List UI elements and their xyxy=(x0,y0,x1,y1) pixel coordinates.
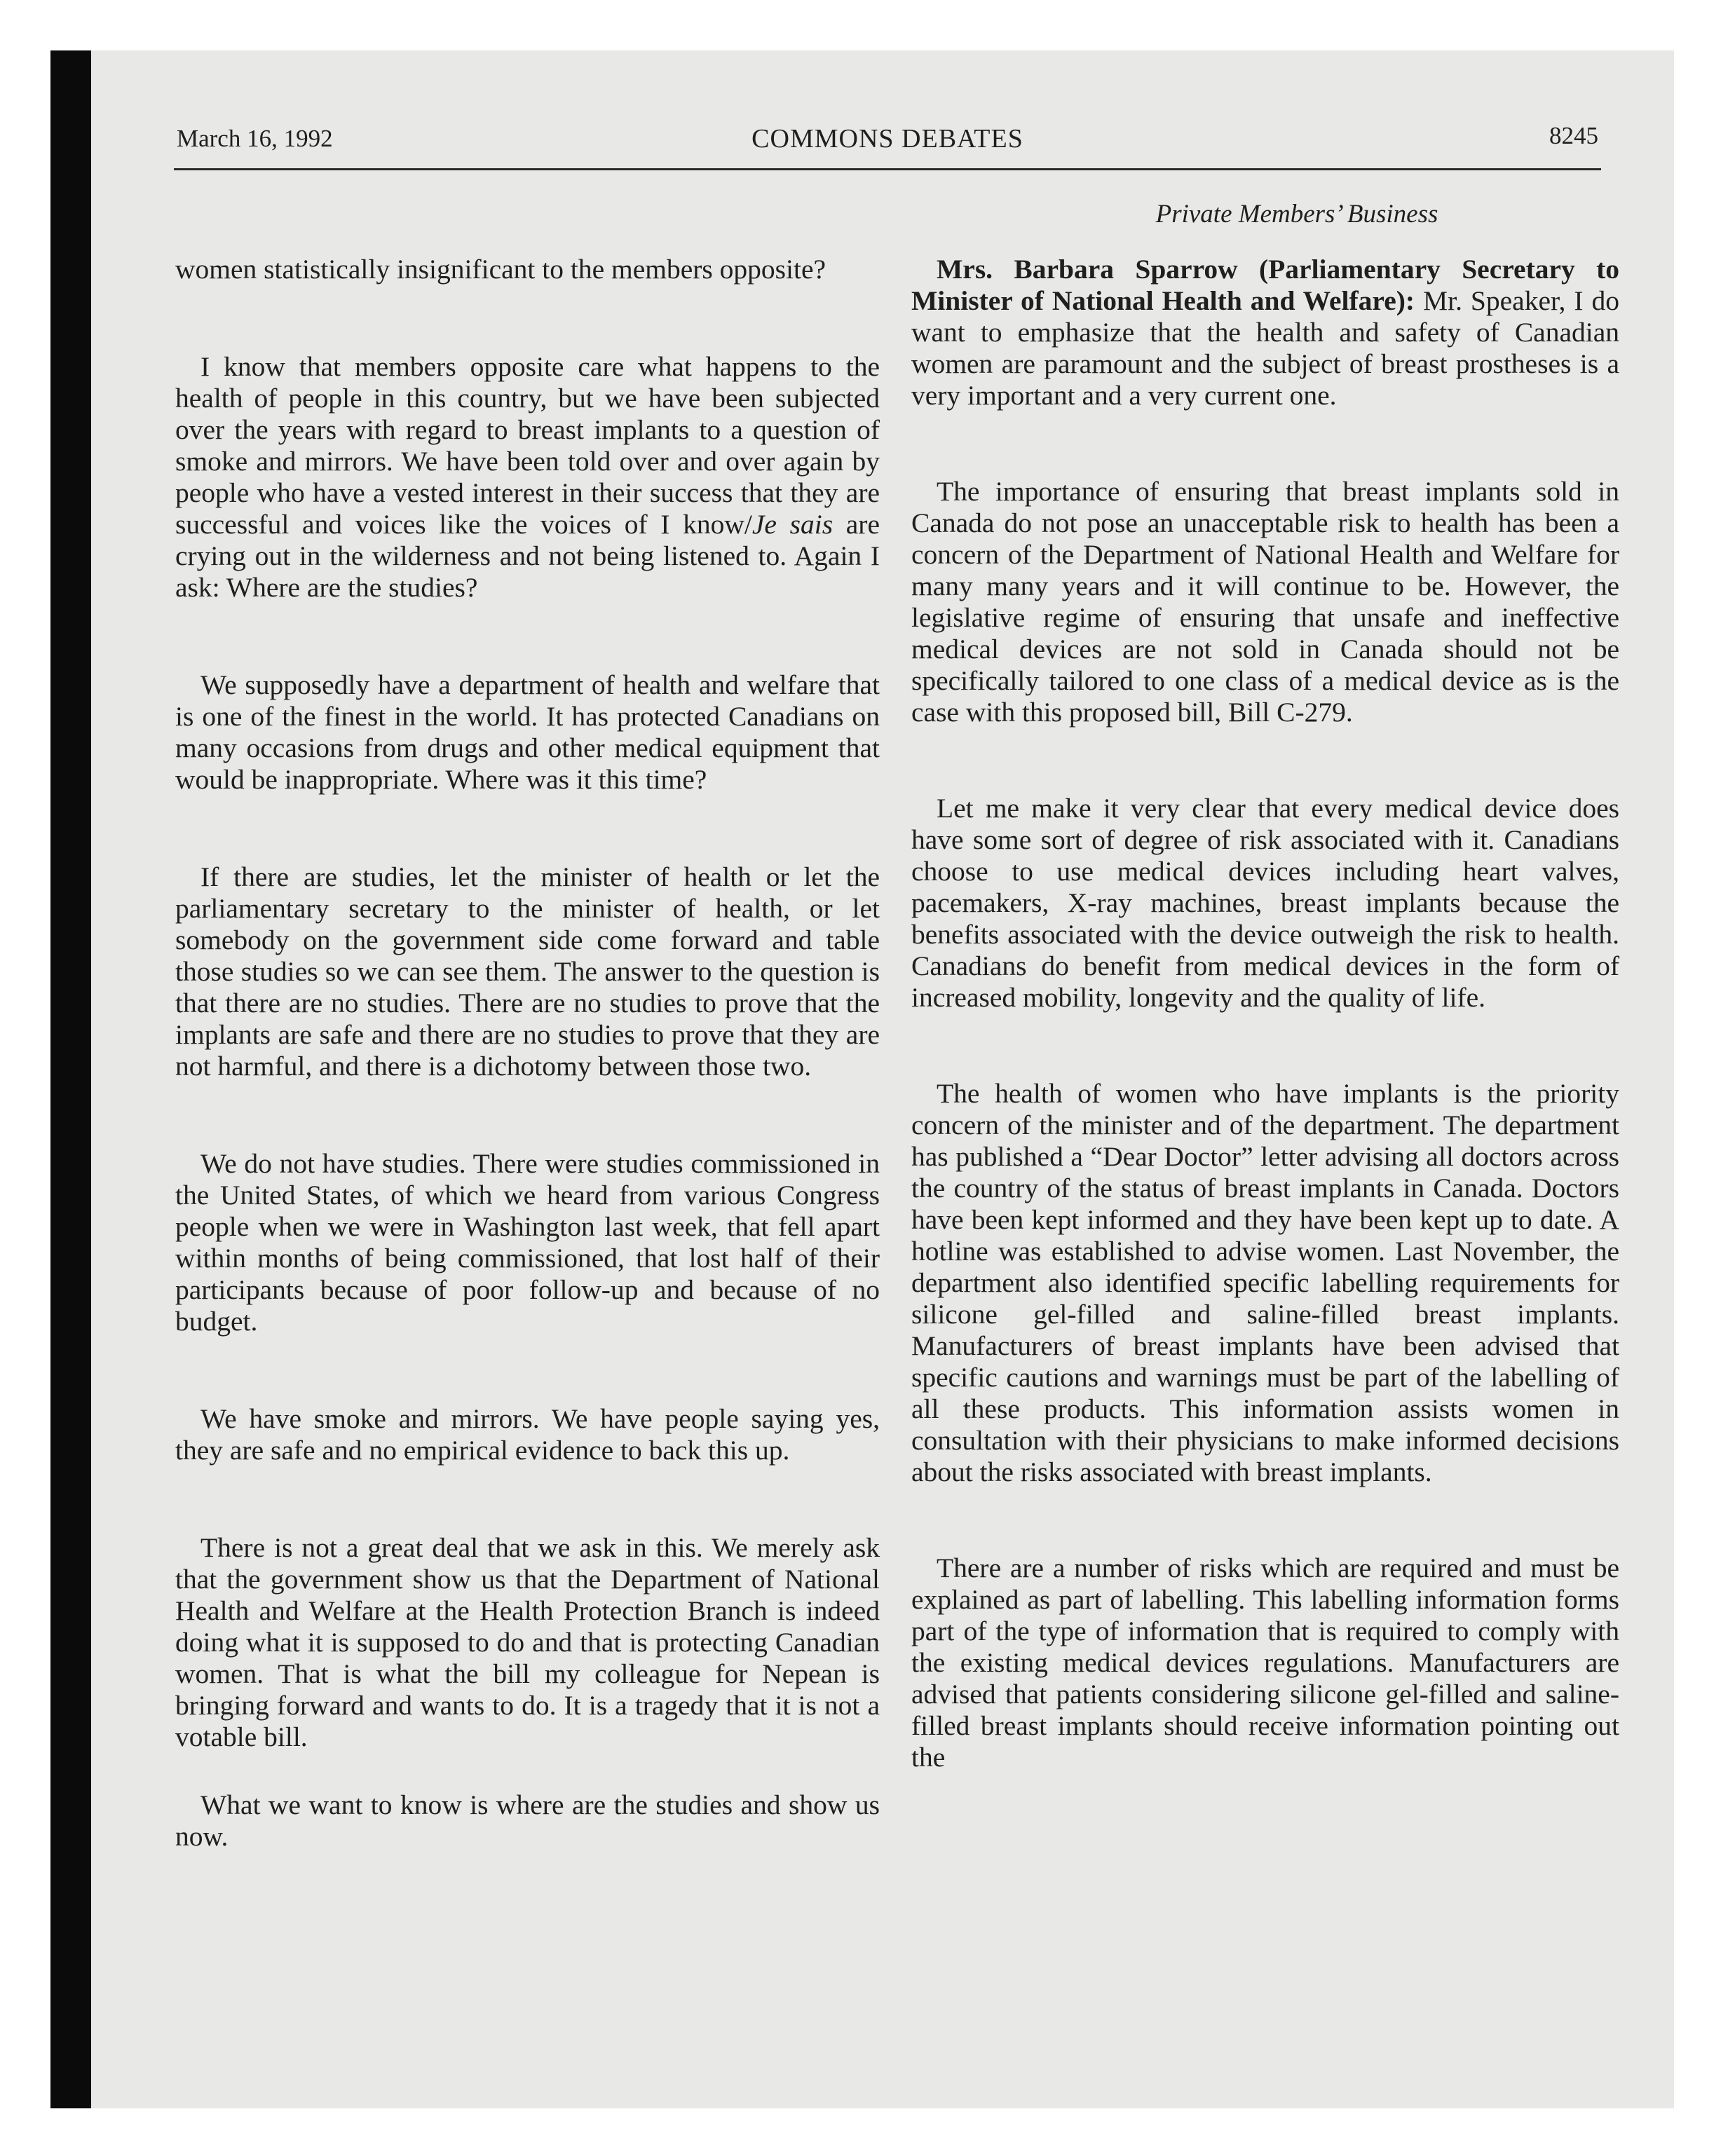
right-paragraph-3: Let me make it very clear that every medical device does have some sort of degree of risk associated with it. Canadians choose to use medical devices including heart valves, pacemakers, X-ray machines, breast implants because the benefits associated with the device outweigh the risk to health. Canadians do benefit from medical devices in the form of increased mobility, longevity and the quality of life. xyxy=(911,793,1619,1013)
section-title: Private Members’ Business xyxy=(1155,200,1438,228)
scan-edge-bar xyxy=(50,50,91,2108)
left-paragraph-7: There is not a great deal that we ask in this. We merely ask that the government show us that the Department of National Health and Welfare at the Health Protection Branch is indeed doing what it is supposed to do and that is protecting Canadian women. That is what the bill my colleague for Nepean is bringing forward and wants to do. It is a tragedy that it is not a votable bill. xyxy=(175,1532,880,1752)
page-number: 8245 xyxy=(1549,122,1598,149)
left-paragraph-3: We supposedly have a department of health and welfare that is one of the finest in the world. It has protected Canadians on many occasions from drugs and other medical equipment that would be inappropriate. Where was it this time? xyxy=(175,669,880,795)
left-paragraph-5: We do not have studies. There were studies commissioned in the United States, of which we heard from various Congress people when we were in Washington last week, that fell apart within months of being commissioned, that lost half of their participants because of poor follow-up and because of no budget. xyxy=(175,1148,880,1337)
right-paragraph-1-text: Mr. Speaker, I do want to emphasize that the health and safety of Canadian women are paramount and the subject of breast prostheses is a very important and a very current one. xyxy=(911,285,1619,411)
right-column xyxy=(911,254,1619,1838)
left-paragraph-2-start: I know that members opposite care what happens to the health of people in this country, but we have been subjected over the years with regard to breast implants to a question of smoke and mirrors. We have been told over and over again by people who have a vested interest in their success that they are successful and voices like the voices of I know/ xyxy=(175,351,880,540)
right-paragraph-2: The importance of ensuring that breast implants sold in Canada do not pose an unacceptable risk to health has been a concern of the Department of National Health and Welfare for many many years and it will continue to be. However, the legislative regime of ensuring that unsafe and ineffective medical devices are not sold in Canada should not be specifically tailored to one class of a medical device as is the case with this proposed bill, Bill C-279. xyxy=(911,476,1619,728)
left-paragraph-6: We have smoke and mirrors. We have people saying yes, they are safe and no empirical evidence to back this up. xyxy=(175,1403,880,1466)
page-header xyxy=(174,119,1601,170)
left-paragraph-2-italic: Je sais xyxy=(751,509,834,540)
right-paragraph-4: The health of women who have implants is the priority concern of the minister and of the department. The department has published a “Dear Doctor” letter advising all doctors across the country of the status of breast implants in Canada. Doctors have been kept informed and they have been kept up to date. A hotline was established to advise women. Last November, the department also identified specific labelling requirements for silicone gel-filled and saline-filled breast implants. Manufacturers of breast implants have been advised that specific cautions and warnings must be part of the labelling of all these products. This information assists women in consultation with their physicians to make informed decisions about the risks associated with breast implants. xyxy=(911,1078,1619,1487)
header-title: COMMONS DEBATES xyxy=(751,124,1023,153)
right-paragraph-1 xyxy=(911,254,1619,411)
left-paragraph-2-end: are crying out in the wilderness and not being listened to. Again I ask: Where are the studies? xyxy=(175,509,880,603)
left-paragraph-4: If there are studies, let the minister of health or let the parliamentary secretary to the minister of health, or let somebody on the government side come forward and table those studies so we can see them. The answer to the question is that there are no studies. There are no studies to prove that the implants are safe and there are no studies to prove that they are not harmful, and there is a dichotomy between those two. xyxy=(175,861,880,1082)
left-paragraph-1: women statistically insignificant to the members opposite? xyxy=(175,254,826,285)
left-paragraph-2 xyxy=(175,351,880,603)
right-paragraph-5: There are a number of risks which are required and must be explained as part of labelling. This labelling information forms part of the type of information that is required to comply with the existing medical devices regulations. Manufacturers are advised that patients considering silicone gel-filled and saline-filled breast implants should receive information pointing out the xyxy=(911,1553,1619,1773)
left-column xyxy=(175,254,880,1918)
document-page xyxy=(91,50,1674,2108)
left-paragraph-8: What we want to know is where are the studies and show us now. xyxy=(175,1789,880,1852)
speaker-name: Mrs. Barbara Sparrow (Parliamentary Secretary to Minister of National Health and Welfare): xyxy=(911,254,1619,316)
header-date: March 16, 1992 xyxy=(177,125,333,152)
